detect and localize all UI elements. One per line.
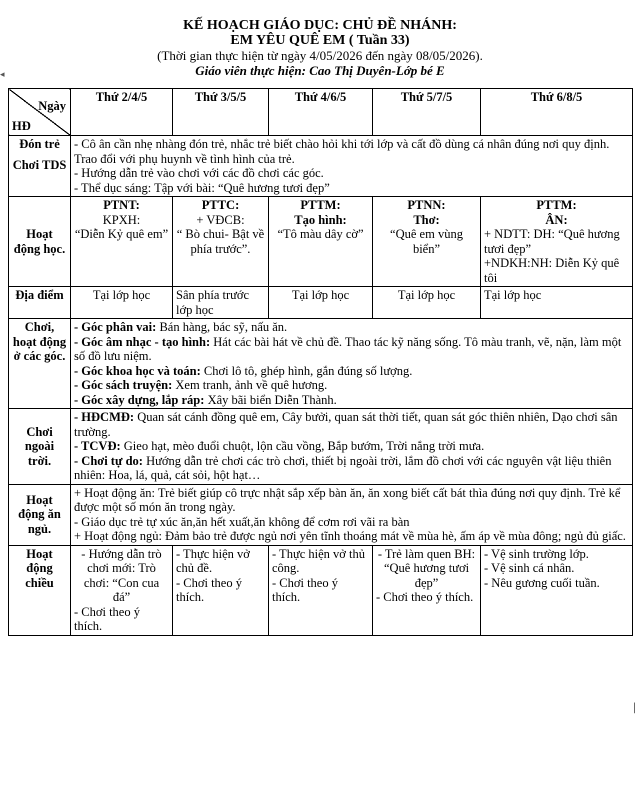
day-header-wed: Thứ 4/6/5 (269, 89, 373, 136)
learning-wed-sub: Tạo hình: (294, 212, 347, 227)
learning-thu-content: “Quê em vùng biển” (390, 227, 463, 256)
time-range: (Thời gian thực hiện từ ngày 4/05/2026 đến ngày 08/05/2026). (157, 48, 483, 63)
welcome-line-3: - Thể dục sáng: Tập với bài: “Quê hương tươi đẹp” (74, 180, 330, 195)
learning-thu (373, 197, 481, 287)
corners-row (9, 319, 633, 409)
place-wed: Tại lớp học (269, 287, 373, 319)
place-label: Địa điểm (9, 287, 71, 319)
meal-content (71, 484, 633, 545)
table-header-row (9, 89, 633, 136)
place-row (9, 287, 633, 319)
afternoon-wed-line-2: - Chơi theo ý thích. (272, 575, 338, 604)
afternoon-row (9, 545, 633, 635)
afternoon-tue-line-2: - Chơi theo ý thích. (176, 575, 242, 604)
corner-activity-label: HĐ (12, 118, 31, 133)
afternoon-tue (173, 545, 269, 635)
corner-item-building: - Góc xây dựng, lắp ráp: Xây bãi biển Diễn Thành. (74, 392, 337, 407)
afternoon-tue-line-1: - Thực hiện vở chủ đề. (176, 546, 250, 575)
learning-tue-content: “ Bò chui- Bật về phía trước”. (176, 227, 265, 256)
learning-fri (481, 197, 633, 287)
afternoon-thu-line-1: - Trẻ làm quen BH: “Quê hương tươi đẹp” (377, 546, 476, 590)
welcome-row (9, 136, 633, 197)
afternoon-wed (269, 545, 373, 635)
afternoon-fri (481, 545, 633, 635)
welcome-label-2: Chơi TDS (12, 157, 67, 172)
learning-thu-sub: Thơ: (413, 212, 440, 227)
place-fri: Tại lớp học (481, 287, 633, 319)
document-title-line-1: KẾ HOẠCH GIÁO DỤC: CHỦ ĐỀ NHÁNH: (183, 18, 457, 33)
learning-mon-content: “Diễn Kỷ quê em” (74, 227, 169, 241)
learning-fri-sub: ÂN: (545, 212, 568, 227)
afternoon-label: Hoạt động chiều (9, 545, 71, 635)
learning-wed-subject: PTTM: (300, 198, 341, 212)
corner-item-books: - Góc sách truyện: Xem tranh, ảnh về quê hương. (74, 378, 328, 392)
corners-content (71, 319, 633, 409)
bottom-right-margin-marker: ▕ (628, 703, 635, 713)
afternoon-fri-line-2: - Vệ sinh cá nhân. (484, 561, 575, 575)
afternoon-mon (71, 545, 173, 635)
outdoor-row (9, 409, 633, 485)
meal-label: Hoạt động ăn ngủ. (9, 484, 71, 545)
afternoon-thu (373, 545, 481, 635)
learning-row (9, 197, 633, 287)
document-title-line-2: EM YÊU QUÊ EM ( Tuần 33) (230, 33, 410, 48)
learning-fri-line-2: +NDKH:NH: Diễn Kỷ quê tôi (484, 256, 620, 285)
outdoor-item-free-play: - Chơi tự do: Hướng dẫn trẻ chơi các trò chơi, thiết bị ngoài trời, lắm đồ chơi với các nguyên vật liệu thiên nhiên: Hoa, lá, quả, cát sỏi, hột hạt… (74, 453, 612, 482)
corner-item-role-play: - Góc phân vai: Bán hàng, bác sỹ, nấu ăn. (74, 320, 288, 334)
learning-wed (269, 197, 373, 287)
left-margin-marker: ◂ (0, 69, 5, 79)
outdoor-label: Chơi ngoài trời. (9, 409, 71, 485)
learning-label: Hoạt động học. (9, 197, 71, 287)
afternoon-fri-line-1: - Vệ sinh trường lớp. (484, 546, 589, 561)
day-header-fri: Thứ 6/8/5 (481, 89, 633, 136)
teacher-line: Giáo viên thực hiện: Cao Thị Duyên-Lớp bé E (195, 63, 445, 78)
learning-tue-subject: PTTC: (201, 198, 240, 212)
place-thu: Tại lớp học (373, 287, 481, 319)
welcome-label (9, 136, 71, 197)
learning-mon-sub: KPXH: (102, 212, 141, 227)
welcome-content (71, 136, 633, 197)
learning-tue-sub: + VĐCB: (196, 212, 245, 227)
place-tue: Sân phía trước lớp học (173, 287, 269, 319)
corner-day-label: Ngày (38, 99, 66, 113)
corner-item-music-art: - Góc âm nhạc - tạo hình: Hát các bài hát về chủ đề. Thao tác kỹ năng sống. Tô màu tranh, vẽ, nặn, làm một số đồ lưu niệm. (74, 334, 622, 363)
afternoon-wed-line-1: - Thực hiện vở thủ công. (272, 546, 365, 575)
place-mon: Tại lớp học (71, 287, 173, 319)
meal-row (9, 484, 633, 545)
afternoon-mon-line-1: - Hướng dẫn trò chơi mới: Trò chơi: “Con cua đá” (81, 546, 162, 604)
outdoor-content (71, 409, 633, 485)
learning-tue (173, 197, 269, 287)
afternoon-mon-line-2: - Chơi theo ý thích. (74, 604, 140, 633)
afternoon-fri-line-3: - Nêu gương cuối tuần. (484, 575, 600, 590)
education-plan-table (8, 88, 633, 636)
welcome-line-2: - Hướng dẫn trẻ vào chơi với các đồ chơi các góc. (74, 166, 324, 180)
learning-mon (71, 197, 173, 287)
learning-wed-content: “Tô màu dây cờ” (277, 227, 364, 241)
day-header-thu: Thứ 5/7/5 (373, 89, 481, 136)
outdoor-item-games: - TCVĐ: Gieo hạt, mèo đuổi chuột, lộn cầu vồng, Bắp bướm, Trời nắng trời mưa. (74, 439, 485, 453)
learning-fri-subject: PTTM: (536, 198, 577, 212)
welcome-line-1: - Cô ân cần nhẹ nhàng đón trẻ, nhắc trẻ biết chào hỏi khi tới lớp và cất đồ dùng cá nhân đúng nơi quy định. Trao đổi với phụ huynh về tình hình của trẻ. (74, 137, 610, 166)
day-header-tue: Thứ 3/5/5 (173, 89, 269, 136)
welcome-label-1: Đón trẻ (19, 137, 60, 151)
corner-item-science-math: - Góc khoa học và toán: Chơi lô tô, ghép hình, gắn đúng số lượng. (74, 363, 413, 378)
day-header-mon: Thứ 2/4/5 (71, 89, 173, 136)
corners-label: Chơi, hoạt động ở các góc. (9, 319, 71, 409)
learning-fri-line-1: + NDTT: DH: “Quê hương tươi đẹp” (484, 227, 620, 256)
learning-thu-subject: PTNN: (407, 198, 446, 212)
document-header (0, 18, 640, 78)
learning-mon-subject: PTNT: (103, 198, 140, 212)
meal-line-1: + Hoạt động ăn: Trẻ biết giúp cô trực nhật sắp xếp bàn ăn, ăn xong biết cất bát thìa đúng nơi quy định. Trẻ kể được một số món ăn trong ngày. (74, 485, 621, 514)
meal-line-2: - Giáo dục trẻ tự xúc ăn,ăn hết xuất,ăn không để cơm rơi vãi ra bàn (74, 514, 410, 529)
meal-line-3: + Hoạt động ngủ: Đảm bảo trẻ được ngủ nơi yên tĩnh thoáng mát về mùa hè, ấm áp về mùa đông; ngủ đủ giấc. (74, 529, 626, 543)
corner-cell (9, 89, 71, 136)
outdoor-item-observation: - HĐCMĐ: Quan sát cánh đồng quê em, Cây bưởi, quan sát thời tiết, quan sát góc thiên nhiên, Dạo chơi sân trường. (74, 410, 618, 439)
afternoon-thu-line-2: - Chơi theo ý thích. (376, 590, 474, 604)
